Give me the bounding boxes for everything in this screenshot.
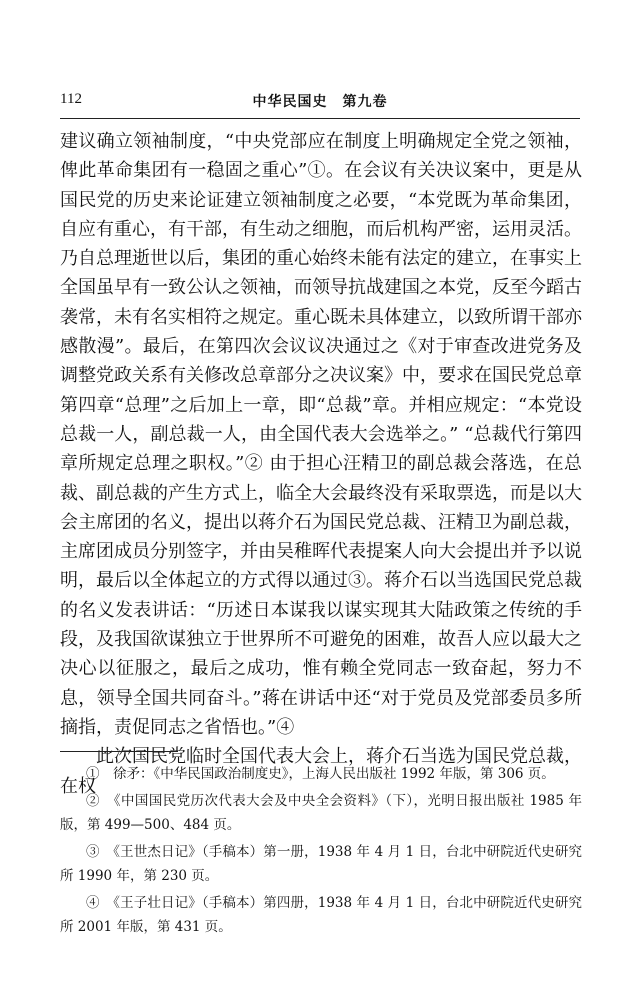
body-text [60,127,582,801]
body-paragraph-2: 此次国民党临时全国代表大会上，蒋介石当选为国民党总裁，在权 [60,746,582,797]
running-title: 中华民国史 第九卷 [252,94,388,110]
body-paragraph-1 [60,127,582,742]
footnote-1 [60,762,582,786]
page-header [60,91,580,117]
paragraph-text: 。在会议有关决议案中，更是从国民党的历史来论证建立领袖制度之必要，“本党既为革命集团，自应有重心，有干部，有生动之细胞，而后机构严密，运用灵活。乃自总理逝世以后，集团的重心始终未能有法定的建立，在事实上全国虽早有一致公认之领袖，而领导抗战建国之本党，反至今蹈古袭常，未有名实相符之规定。重心既未具体建立，以致所谓干部亦感散漫”。最后，在第四次会议议决通过之《对于审查改进党务及调整党政关系有关修改总章部分之决议案》中，要求在国民党总章第四章“总理”之后加上一章，即“总裁”章。并相应规定：“本党设总裁一人，副总裁一人，由全国代表大会选举之。” “总裁代行第四章所规定总理之职权。” [60,160,583,475]
footnote-2 [60,789,582,837]
footnote-marker: ① [86,766,100,782]
footnote-text: 徐矛：《中华民国政治制度史》，上海人民出版社 1992 年版，第 306 页。 [113,766,555,782]
footnote-marker: ② [86,793,100,809]
footnote-4 [60,891,582,939]
footnote-marker: ③ [86,844,100,860]
paragraph-text: 由于担心汪精卫的副总裁会落选，在总裁、副总裁的产生方式上，临全大会最终没有采取票选，而是以大会主席团的名义，提出以蒋介石为国民党总裁、汪精卫为副总裁，主席团成员分别签字，并由吴稚晖代表提案人向大会提出并予以说明，最后以全体起立的方式得以通过 [60,453,583,592]
page-number: 112 [60,91,82,107]
footnote-3 [60,840,582,888]
footnote-ref-2: ② [244,453,264,475]
footnotes [60,762,582,942]
footnote-ref-4: ④ [276,716,295,738]
footnote-text: 《王世杰日记》（手稿本）第一册，1938 年 4 月 1 日，台北中研院近代史研究所 1990 年，第 230 页。 [60,844,582,884]
paragraph-text: 建议确立领袖制度，“中央党部应在制度上明确规定全党之领袖，俾此革命集团有一稳固之重心” [60,131,582,182]
footnote-ref-1: ① [307,160,326,182]
footnote-rule [60,751,178,752]
footnote-marker: ④ [86,895,100,911]
paragraph-text: 。蒋介石以当选国民党总裁的名义发表讲话：“历述日本谋我以谋实现其大陆政策之传统的手段，及我国欲谋独立于世界所不可避免的困难，故吾人应以最大之决心以征服之，最后之成功，惟有赖全党同志一致奋起，努力不息，领导全国共同奋斗。”蒋在讲话中还“对于党员及党部委员多所摘指，责促同志之省悟也。” [60,570,582,738]
footnote-text: 《王子壮日记》（手稿本）第四册，1938 年 4 月 1 日，台北中研院近代史研究所 2001 年版，第 431 页。 [60,895,582,935]
footnote-ref-3: ③ [348,570,366,592]
footnote-text: 《中国国民党历次代表大会及中央全会资料》（下），光明日报出版社 1985 年版，第 499—500、484 页。 [60,793,583,833]
header-rule [60,118,580,119]
